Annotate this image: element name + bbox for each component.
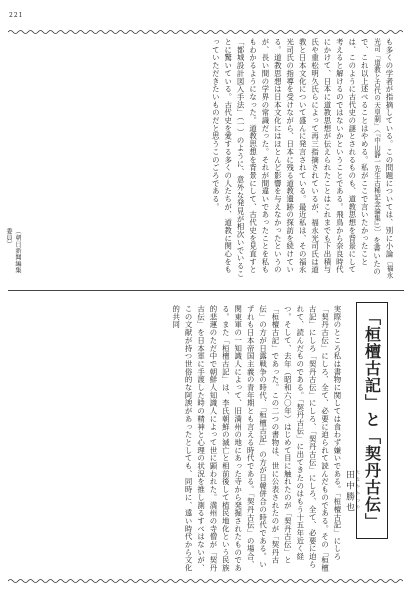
essay-top-text bbox=[45, 38, 395, 281]
article-title: 「桓檀古記」と「契丹古伝」 bbox=[362, 309, 382, 530]
article-author: 田中勝也 bbox=[344, 470, 354, 514]
section-divider bbox=[8, 290, 404, 291]
essay-attribution: （朝日新聞編集委員） bbox=[5, 228, 21, 274]
top-wavy-rule bbox=[8, 29, 403, 35]
essay-top-text-2: を書いたので、これ以上述べることはやめる。私がここで言いたかったことは、このように古代史の謎とされるものも、道教思想を背景にして考えると解けるのではないかということである。飛鳥から奈良時代にかけて、日本に道教思想が伝えられたことはこれまでも下出積与氏や重松明久氏らによって再三指摘されているが、福永光司氏は道教と日本文化について盛んに発言されている。最近私は、その福永光司氏の指導を受けながら、日本に残る道教遺跡の探訪を続けている。道教思想は日本文化にはほとんど影響を与えなかったというのが、長い間の学界の常識だった。それが間違いであったことを私ももわかるようになった。道教思想を背景にして、古代史を見直すと「都城設計図入手法」（一）のように、意外な発見が相次いでいることに驚いている。古代史を愛する多くの人たちが、道教に関心をもっていただきたいものだと思うこのごろである。 bbox=[211, 38, 382, 278]
page-number: 221 bbox=[9, 12, 24, 19]
bottom-wavy-rule bbox=[8, 578, 403, 584]
essay-top-text-1: も多くの学者が指摘している。この問題については、別に小論 bbox=[385, 38, 394, 258]
article-body: 実際のところ私は書物に関しては食わず嫌いである。「桓檀古記」にしろ「契丹古伝」にしろ、全て、必要に迫られて読んだものである。その「桓檀古記」にしろ「契丹古伝」にしろ、「契丹古伝」にしろ、全て、必要に迫られて、読んだものである。「契丹古伝」に出てきたのはもう十五年近く経つ。そして、去年（昭和六〇年）はじめて目に触れたのが「契丹古伝」と「桓檀古記」であった。この二つの書物は、世に公表されたのが「契丹古伝」の方が日露戦争の時代、「桓檀古記」の方が日韓併合の時代である。いずれも日本帝国主義の青年期とも言える時代である。「契丹古伝」の場合、関東軍の一知識人によって、旧満州の地にあった寺から発掘されたものである。また「桓檀古記」は、李氏朝鮮の滅亡と相前後して植民地化という民族的悲運のただ中で朝鮮人知識人によって世に顕われた。満州の寺僧が「契丹古伝」を日本軍に手渡した時の精神と心理の状況を推し測るすべはないが、この文献が持つ世俗的な阿諛があったとしても、同時に、遠い時代から文化的共同 bbox=[171, 305, 342, 572]
author-ruby: たなかかつや bbox=[356, 470, 361, 512]
essay-top-citation: 〔福永光司「道教と古代の天皇制」（『中山静一先生古稀記念論集』）〕 bbox=[372, 38, 393, 279]
